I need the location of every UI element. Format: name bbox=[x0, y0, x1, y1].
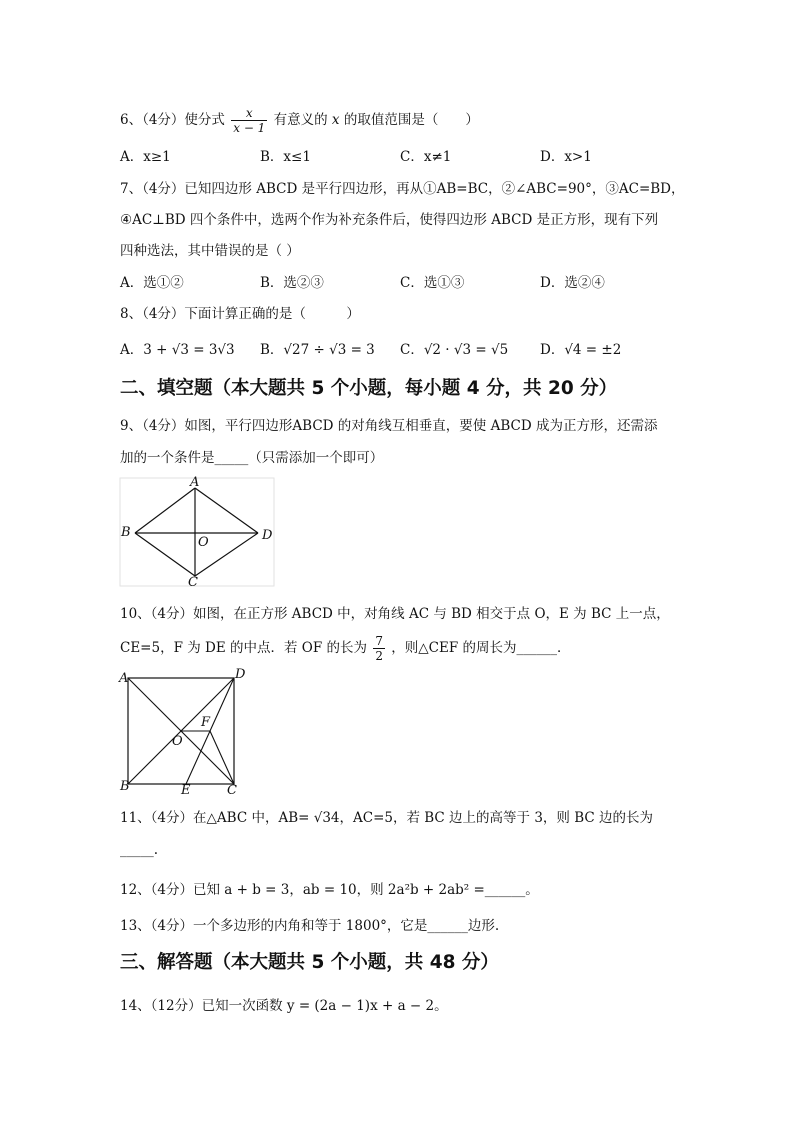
q6-option-c: C．x≠1 bbox=[400, 149, 452, 165]
q10-line-1: 10、（4分）如图，在正方形 ABCD 中，对角线 AC 与 BD 相交于点 O，E 为 BC 上一点， bbox=[120, 606, 670, 622]
q7-options bbox=[120, 271, 680, 291]
q13-text: 13、（4分）一个多边形的内角和等于 1800°，它是______边形. bbox=[120, 918, 500, 934]
q12-text: 12、（4分）已知 a + b = 3，ab = 10，则 2a²b + 2ab² =______。 bbox=[120, 882, 539, 898]
q8-option-d: D．√4 = ±2 bbox=[540, 342, 622, 358]
q9-label-c: C bbox=[188, 575, 198, 588]
q7-line-1: 7、（4分）已知四边形 ABCD 是平行四边形，再从①AB=BC，②∠ABC=90°，③AC=BD， bbox=[120, 181, 685, 197]
q10-frac-numerator: 7 bbox=[375, 634, 383, 648]
q10-label-c: C bbox=[227, 783, 237, 794]
q7-line-2: ④AC⊥BD 四个条件中，选两个作为补充条件后，使得四边形 ABCD 是正方形，现有下列 bbox=[120, 212, 659, 228]
q10-label-b: B bbox=[120, 779, 130, 794]
section-2-heading: 二、填空题（本大题共 5 个小题，每小题 4 分，共 20 分） bbox=[120, 378, 618, 399]
q9-line-2: 加的一个条件是_____（只需添加一个即可） bbox=[120, 450, 384, 466]
q9-side-ab bbox=[135, 488, 195, 533]
q7-option-c: C．选①③ bbox=[400, 275, 465, 291]
q8-option-b: B．√27 ÷ √3 = 3 bbox=[260, 342, 375, 358]
q10-line-2 bbox=[120, 634, 571, 663]
q7-line-3: 四种选法，其中错误的是（ ） bbox=[120, 243, 300, 259]
q6-option-d: D．x>1 bbox=[540, 149, 592, 165]
q9-rhombus-figure bbox=[118, 476, 276, 588]
q10-segment-fc bbox=[210, 731, 234, 784]
q7-option-b: B．选②③ bbox=[260, 275, 324, 291]
q7-option-d: D．选②④ bbox=[540, 275, 605, 291]
q6-option-a: A．x≥1 bbox=[120, 149, 171, 165]
q10-line-2-pre: CE=5，F 为 DE 的中点．若 OF 的长为 bbox=[120, 640, 368, 656]
q8-options bbox=[120, 338, 680, 358]
q11-line-1: 11、（4分）在△ABC 中，AB= √34，AC=5，若 BC 边上的高等于 3，则 BC 边的长为 bbox=[120, 810, 654, 826]
q9-side-ad bbox=[195, 488, 258, 533]
q9-label-a: A bbox=[190, 476, 200, 490]
q10-square-figure bbox=[118, 668, 248, 794]
q10-label-d: D bbox=[235, 668, 246, 682]
q10-label-o: O bbox=[172, 734, 183, 749]
q8-stem: 8、（4分）下面计算正确的是（ ） bbox=[120, 306, 360, 322]
q9-label-o: O bbox=[198, 535, 209, 550]
q10-label-a: A bbox=[119, 671, 129, 686]
q10-label-e: E bbox=[181, 783, 191, 794]
question-6 bbox=[120, 106, 479, 135]
q9-line-1: 9、（4分）如图，平行四边形ABCD 的对角线互相垂直，要使 ABCD 成为正方形，还需添 bbox=[120, 418, 658, 434]
q9-label-b: B bbox=[121, 525, 131, 540]
q6-option-b: B．x≤1 bbox=[260, 149, 311, 165]
q6-frac-denominator: x − 1 bbox=[233, 121, 266, 135]
q6-stem-pre: 6、（4分）使分式 bbox=[120, 112, 225, 128]
q6-frac-numerator: x bbox=[231, 106, 267, 121]
q6-var: x bbox=[331, 112, 340, 128]
q9-side-bc bbox=[135, 533, 195, 576]
q9-label-d: D bbox=[262, 528, 273, 543]
section-3-heading: 三、解答题（本大题共 5 个小题，共 48 分） bbox=[120, 952, 499, 973]
q14-text: 14、（12分）已知一次函数 y = (2a − 1)x + a − 2。 bbox=[120, 998, 448, 1014]
q8-option-a: A．3 + √3 = 3√3 bbox=[120, 342, 235, 358]
q10-label-f: F bbox=[201, 715, 211, 730]
q6-options bbox=[120, 145, 680, 165]
q6-fraction bbox=[231, 106, 267, 135]
q10-fraction bbox=[373, 634, 385, 663]
q6-stem-post: 有意义的 bbox=[273, 112, 328, 128]
q7-option-a: A．选①② bbox=[120, 275, 184, 291]
q10-frac-denominator: 2 bbox=[375, 649, 383, 663]
q11-line-2: _____. bbox=[120, 842, 159, 858]
q9-figure-border bbox=[120, 478, 274, 586]
q10-line-2-post: ，则△CEF 的周长为______． bbox=[391, 640, 571, 656]
q6-stem-end: 的取值范围是（ ） bbox=[343, 112, 479, 128]
q8-option-c: C．√2 · √3 = √5 bbox=[400, 342, 509, 358]
